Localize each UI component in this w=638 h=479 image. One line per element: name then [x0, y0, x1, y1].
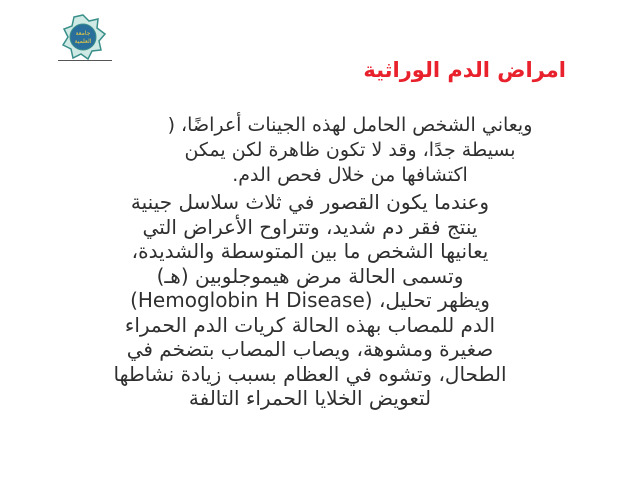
logo-divider: [58, 60, 112, 61]
paragraph-carrier-symptoms: [150, 113, 550, 188]
emblem-icon: [60, 14, 106, 60]
paragraph-line: بسيطة جدًا، وقد لا تكون ظاهرة لكن يمكن: [184, 139, 516, 161]
logo-text-bottom: العلمية: [74, 38, 92, 45]
paragraph-line: ويعاني الشخص الحامل لهذه الجينات أعراضًا، (: [167, 114, 533, 136]
paragraph-hemoglobin-h: [70, 190, 550, 411]
paragraph-line: الطحال، وتشوه في العظام بسبب زيادة نشاطها: [113, 361, 507, 386]
university-logo: [60, 14, 106, 60]
paragraph-line: ينتج فقر دم شديد، وتتراوح الأعراض التي: [142, 214, 478, 239]
paragraph-line: وتسمى الحالة مرض هيموجلوبين (هـ): [156, 263, 464, 288]
logo-text-top: جامعة: [75, 30, 91, 37]
paragraph-line: اكتشافها من خلال فحص الدم.: [232, 164, 468, 186]
paragraph-line: يعانيها الشخص ما بين المتوسطة والشديدة،: [131, 239, 489, 263]
paragraph-line: وعندما يكون القصور في ثلاث سلاسل جينية: [130, 190, 490, 214]
paragraph-line: لتعويض الخلايا الحمراء التالفة: [188, 386, 432, 410]
paragraph-line: صغيرة ومشوهة، ويصاب المصاب بتضخم في: [126, 337, 494, 361]
slide-title: امراض الدم الوراثية: [363, 58, 566, 82]
paragraph-line: الدم للمصاب بهذه الحالة كريات الدم الحمراء: [124, 312, 496, 337]
paragraph-line: ويظهر تحليل، (Hemoglobin H Disease): [130, 288, 490, 312]
